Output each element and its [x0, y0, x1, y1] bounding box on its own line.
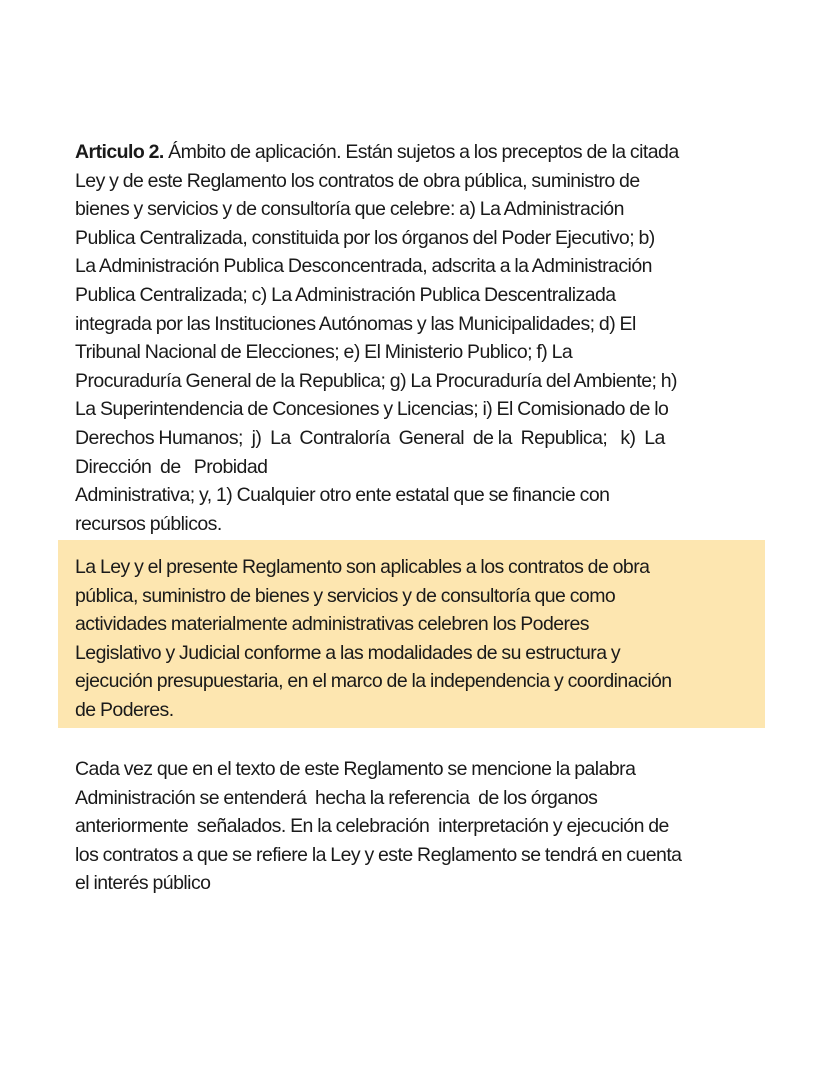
- paragraph-line: actividades materialmente administrativas celebren los Poderes: [75, 613, 589, 636]
- paragraph-line: Ley y de este Reglamento los contratos de obra pública, suministro de: [75, 169, 640, 192]
- paragraph-line: los contratos a que se refiere la Ley y este Reglamento se tendrá en cuenta: [75, 843, 682, 866]
- paragraph-line: Administrativa; y, 1) Cualquier otro ente estatal que se financie con: [75, 484, 610, 507]
- paragraph-line: de Poderes.: [75, 698, 174, 721]
- line-text: Ámbito de aplicación. Están sujetos a los preceptos de la citada: [163, 141, 679, 163]
- paragraph-line: Dirección de Probidad: [75, 455, 268, 478]
- paragraph-line: Derechos Humanos; j) La Contraloría General de la Republica; k) La: [75, 426, 665, 449]
- paragraph-line: pública, suministro de bienes y servicios y de consultoría que como: [75, 584, 616, 607]
- paragraph-line: Administración se entenderá hecha la referencia de los órganos: [75, 786, 598, 809]
- article-paragraph-2: [75, 553, 755, 725]
- paragraph-line: Publica Centralizada; c) La Administración Publica Descentralizada: [75, 283, 616, 306]
- paragraph-line: Cada vez que en el texto de este Reglamento se mencione la palabra: [75, 758, 636, 780]
- paragraph-line: el interés público: [75, 872, 211, 895]
- paragraph-line: Procuraduría General de la Republica; g) La Procuraduría del Ambiente; h): [75, 369, 677, 392]
- paragraph-line: anteriormente señalados. En la celebración interpretación y ejecución de: [75, 815, 669, 838]
- paragraph-line: Legislativo y Judicial conforme a las modalidades de su estructura y: [75, 641, 621, 664]
- paragraph-line: La Administración Publica Desconcentrada, adscrita a la Administración: [75, 255, 652, 278]
- paragraph-line: La Ley y el presente Reglamento son aplicables a los contratos de obra: [75, 556, 650, 578]
- article-paragraph-1: [75, 138, 755, 538]
- paragraph-line: [75, 138, 755, 167]
- paragraph-line: La Superintendencia de Concesiones y Licencias; i) El Comisionado de lo: [75, 398, 669, 421]
- paragraph-line: recursos públicos.: [75, 512, 222, 535]
- paragraph-line: Publica Centralizada, constituida por los órganos del Poder Ejecutivo; b): [75, 226, 655, 249]
- article-paragraph-3: [75, 755, 755, 898]
- paragraph-line: ejecución presupuestaria, en el marco de la independencia y coordinación: [75, 670, 672, 693]
- paragraph-line: Tribunal Nacional de Elecciones; e) El Ministerio Publico; f) La: [75, 341, 573, 364]
- paragraph-line: bienes y servicios y de consultoría que celebre: a) La Administración: [75, 198, 624, 221]
- paragraph-line: integrada por las Instituciones Autónomas y las Municipalidades; d) El: [75, 312, 636, 335]
- article-heading: Articulo 2.: [75, 141, 164, 163]
